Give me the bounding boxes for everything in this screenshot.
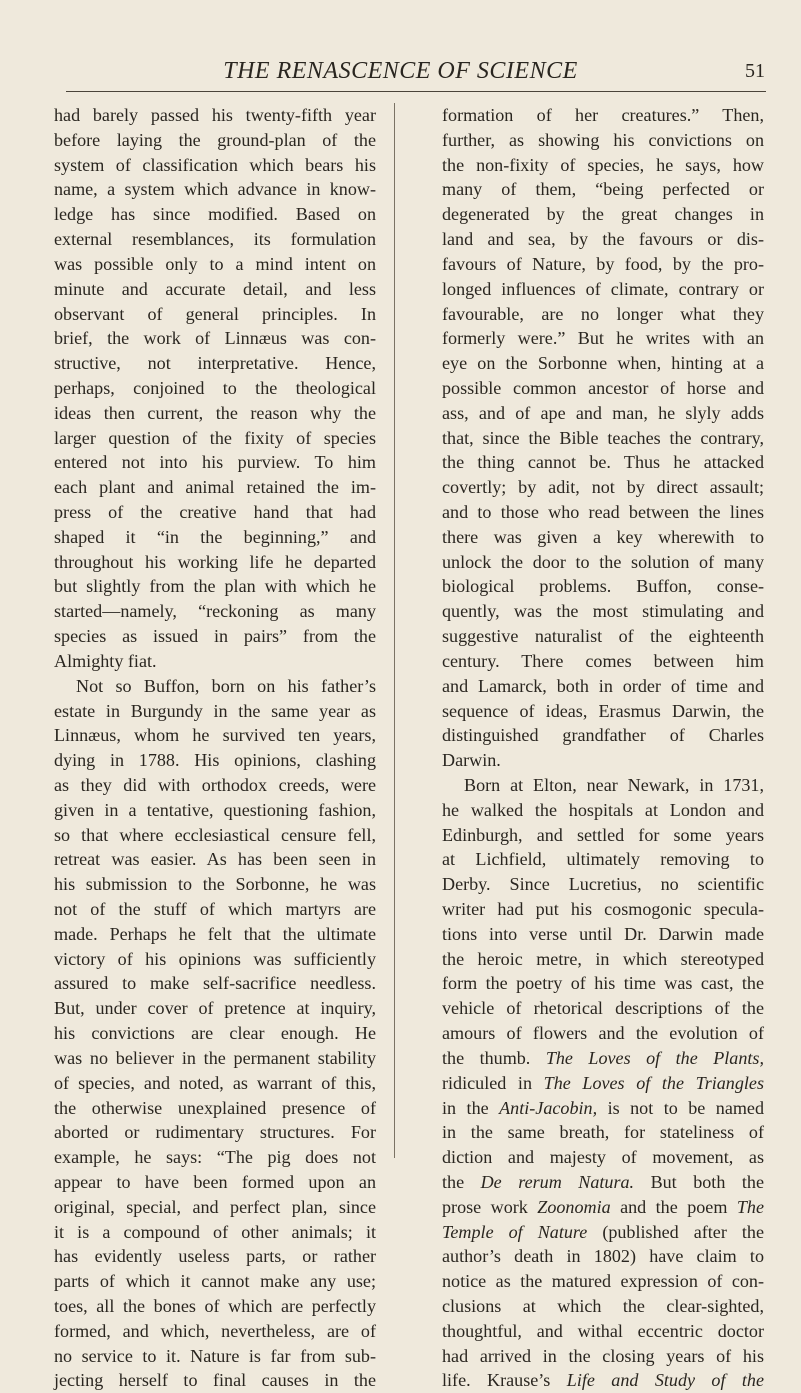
text-line: author’s death in 1802) have claim to	[442, 1246, 764, 1267]
text-line	[442, 1220, 764, 1245]
text-line: it is a compound of other animals; it	[54, 1221, 376, 1242]
text-line: unlock the door to the solution of many	[442, 551, 764, 572]
book-title: Life and Study of the	[566, 1370, 764, 1391]
text-line: structive, not interpretative. Hence,	[54, 353, 376, 374]
text-line: formerly were.” But he writes with an	[442, 328, 764, 349]
text-run: ridiculed in	[442, 1072, 532, 1093]
text-line: ideas then current, the reason why the	[54, 402, 376, 423]
text-run: But both the	[650, 1171, 764, 1192]
text-run: prose work	[442, 1196, 528, 1217]
text-line: system of classification which bears his	[54, 154, 376, 175]
text-line: external resemblances, its formulation	[54, 229, 376, 250]
text-line: parts of which it cannot make any use;	[54, 1271, 376, 1292]
text-run: (published after the	[602, 1221, 764, 1242]
page-number: 51	[745, 60, 765, 82]
right-column	[442, 103, 764, 1393]
text-line: Linnæus, whom he survived ten years,	[54, 725, 376, 746]
text-line: he walked the hospitals at London and	[442, 799, 764, 820]
text-line: degenerated by the great changes in	[442, 204, 764, 225]
text-line: throughout his working life he departed	[54, 551, 376, 572]
text-line: and to those who read between the lines	[442, 502, 764, 522]
text-line: press of the creative hand that had	[54, 502, 376, 522]
book-title: Temple of Nature	[442, 1221, 588, 1242]
left-column	[54, 103, 376, 1393]
text-line: jecting herself to final causes in the	[54, 1370, 376, 1391]
text-line: eye on the Sorbonne when, hinting at a	[442, 353, 764, 374]
text-line: had arrived in the closing years of his	[442, 1345, 764, 1366]
text-line: has evidently useless parts, or rather	[54, 1246, 376, 1267]
text-line: in the same breath, for stateliness of	[442, 1122, 764, 1143]
text-line: the otherwise unexplained presence of	[54, 1097, 376, 1118]
text-line: clusions at which the clear-sighted,	[442, 1296, 764, 1316]
text-line: century. There comes between him	[442, 650, 764, 671]
book-title: Zoonomia	[537, 1196, 611, 1217]
text-line: estate in Burgundy in the same year as	[54, 700, 376, 721]
running-head	[0, 58, 801, 92]
text-line: Almighty fiat.	[54, 650, 157, 671]
text-line: Edinburgh, and settled for some years	[442, 824, 764, 845]
text-line: original, special, and perfect plan, since	[54, 1196, 376, 1217]
text-run: and the poem	[620, 1196, 728, 1217]
book-title: The	[736, 1196, 764, 1217]
text-line: biological problems. Buffon, conse-	[442, 576, 764, 597]
text-line: writer had put his cosmogonic specula-	[442, 899, 764, 919]
text-run: in the	[442, 1097, 489, 1118]
text-line: diction and majesty of movement, as	[442, 1147, 764, 1168]
text-line: made. Perhaps he felt that the ultimate	[54, 923, 376, 944]
text-line: his submission to the Sorbonne, he was	[54, 874, 376, 895]
text-line: retreat was easier. As has been seen in	[54, 849, 376, 870]
text-line: entered not into his purview. To him	[54, 452, 376, 473]
text-line: aborted or rudimentary structures. For	[54, 1122, 376, 1143]
text-line: and Lamarck, both in order of time and	[442, 675, 764, 696]
text-line: started—namely, “reckoning as many	[54, 601, 376, 622]
text-line: the heroic metre, in which stereotyped	[442, 948, 764, 969]
text-line: there was given a key wherewith to	[442, 526, 764, 547]
text-line: his convictions are clear enough. He	[54, 1023, 376, 1044]
running-title: THE RENASCENCE OF SCIENCE	[223, 58, 578, 84]
text-line: each plant and animal retained the im-	[54, 477, 376, 498]
text-line: given in a tentative, questioning fashion,	[54, 799, 376, 820]
text-line: tions into verse until Dr. Darwin made	[442, 923, 764, 944]
text-line: no service to it. Nature is far from sub-	[54, 1345, 376, 1366]
book-title: De rerum Natura.	[480, 1171, 635, 1192]
text-line: at Lichfield, ultimately removing to	[442, 849, 764, 870]
text-line	[442, 1071, 764, 1096]
text-line: minute and accurate detail, and less	[54, 278, 376, 299]
text-line: possible common ancestor of horse and	[442, 377, 764, 398]
text-line: toes, all the bones of which are perfectly	[54, 1296, 376, 1316]
column-divider	[394, 103, 395, 1158]
text-line: that, since the Bible teaches the contrary,	[442, 427, 764, 448]
text-line: many of them, “being perfected or	[442, 179, 764, 200]
text-line: victory of his opinions was sufficiently	[54, 948, 376, 969]
text-line: vehicle of rhetorical descriptions of the	[442, 998, 764, 1019]
text-line: favours of Nature, by food, by the pro-	[442, 253, 764, 274]
text-line: land and sea, by the favours or dis-	[442, 229, 764, 250]
text-line: perhaps, conjoined to the theological	[54, 377, 376, 398]
text-line	[442, 1096, 764, 1121]
text-line	[442, 1368, 764, 1393]
text-line	[442, 1195, 764, 1220]
text-run: life. Krause’s	[442, 1370, 551, 1391]
text-run: the	[442, 1171, 465, 1192]
text-line: distinguished grandfather of Charles	[442, 725, 764, 746]
header-rule	[66, 91, 766, 92]
text-line: observant of general principles. In	[54, 303, 376, 324]
text-line: had barely passed his twenty-fifth year	[54, 105, 376, 125]
text-line: as they did with orthodox creeds, were	[54, 774, 376, 795]
text-run: the thumb.	[442, 1047, 531, 1068]
text-line: Not so Buffon, born on his father’s	[76, 675, 376, 696]
text-line: but slightly from the plan with which he	[54, 576, 376, 597]
text-line: was no believer in the permanent stability	[54, 1047, 376, 1068]
text-line: before laying the ground-plan of the	[54, 129, 376, 150]
text-line: so that where ecclesiastical censure fell,	[54, 824, 376, 845]
text-line: the non-fixity of species, he says, how	[442, 154, 764, 175]
text-line: quently, was the most stimulating and	[442, 601, 764, 622]
text-line: species as issued in pairs” from the	[54, 626, 376, 647]
text-line: amours of flowers and the evolution of	[442, 1023, 764, 1044]
text-run: is not to be named	[607, 1097, 765, 1118]
text-line: Darwin.	[442, 750, 501, 771]
text-line: example, he says: “The pig does not	[54, 1147, 376, 1168]
text-line: favourable, are no longer what they	[442, 303, 764, 324]
book-title: The Loves of the Plants,	[545, 1047, 764, 1068]
book-title: The Loves of the Triangles	[543, 1072, 764, 1093]
text-line: not of the stuff of which martyrs are	[54, 899, 376, 919]
text-line: ledge has since modified. Based on	[54, 204, 376, 225]
text-line: sequence of ideas, Erasmus Darwin, the	[442, 700, 764, 721]
text-line: suggestive naturalist of the eighteenth	[442, 626, 764, 647]
text-line: Derby. Since Lucretius, no scientific	[442, 874, 764, 895]
text-line: dying in 1788. His opinions, clashing	[54, 750, 376, 771]
text-line: Born at Elton, near Newark, in 1731,	[464, 774, 764, 795]
text-line: the thing cannot be. Thus he attacked	[442, 452, 764, 473]
text-line: of species, and noted, as warrant of this,	[54, 1072, 376, 1093]
text-line: appear to have been formed upon an	[54, 1171, 376, 1192]
text-line: longed influences of climate, contrary or	[442, 278, 764, 299]
text-line: further, as showing his convictions on	[442, 129, 764, 150]
text-line: thoughtful, and withal eccentric doctor	[442, 1320, 764, 1341]
text-line: covertly; by adit, not by direct assault;	[442, 477, 764, 498]
text-line: was possible only to a mind intent on	[54, 253, 376, 274]
text-line: notice as the matured expression of con-	[442, 1271, 764, 1292]
text-line: name, a system which advance in know-	[54, 179, 376, 200]
text-line: larger question of the fixity of species	[54, 427, 376, 448]
text-line	[442, 1170, 764, 1195]
text-line	[442, 1046, 764, 1071]
text-line: brief, the work of Linnæus was con-	[54, 328, 376, 349]
book-title: Anti-Jacobin,	[499, 1097, 598, 1118]
text-line: form the poetry of his time was cast, the	[442, 973, 764, 994]
text-line: shaped it “in the beginning,” and	[54, 526, 376, 547]
text-line: formation of her creatures.” Then,	[442, 105, 764, 125]
text-line: formed, and which, nevertheless, are of	[54, 1320, 376, 1341]
text-line: assured to make self-sacrifice needless.	[54, 973, 376, 994]
text-line: But, under cover of pretence at inquiry,	[54, 998, 376, 1019]
text-line: ass, and of ape and man, he slyly adds	[442, 402, 764, 423]
